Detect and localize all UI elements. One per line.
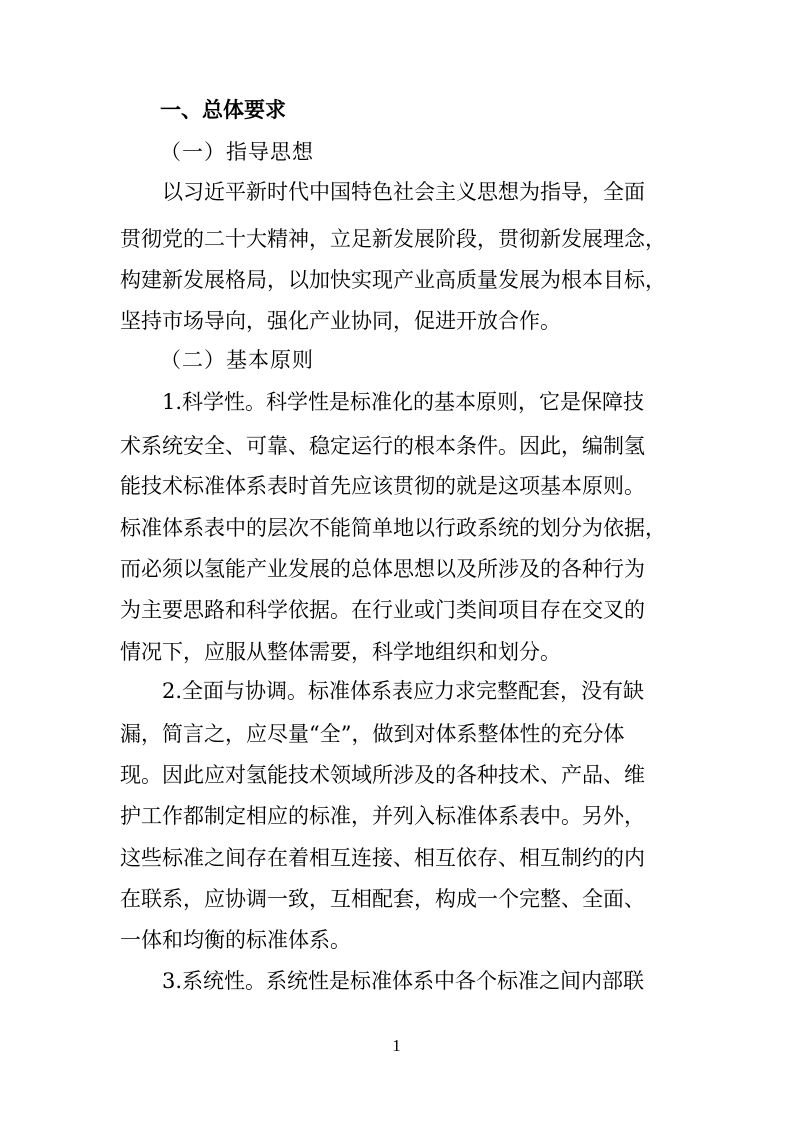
page-number: 1 (392, 1036, 401, 1055)
paragraph-line: 漏，简言之，应尽量“全”，做到对体系整体性的充分体 (120, 722, 625, 746)
paragraph-line: 一体和均衡的标准体系。 (120, 928, 351, 952)
paragraph-line: 坚持市场导向，强化产业协同，促进开放合作。 (120, 309, 561, 333)
section-heading: 一、总体要求 (160, 98, 286, 122)
paragraph-line: 3.系统性。系统性是标准体系中各个标准之间内部联 (162, 969, 645, 993)
paragraph-line: 贯彻党的二十大精神，立足新发展阶段，贯彻新发展理念， (120, 227, 666, 251)
paragraph-line: 为主要思路和科学依据。在行业或门类间项目存在交叉的 (120, 598, 645, 622)
paragraph-line: 1.科学性。科学性是标准化的基本原则，它是保障技 (162, 390, 645, 414)
paragraph-line: 护工作都制定相应的标准，并列入标准体系表中。另外， (120, 804, 645, 828)
subsection-title-basic-principles: （二）基本原则 (160, 348, 314, 372)
paragraph-line: 这些标准之间存在着相互连接、相互依存、相互制约的内 (120, 846, 645, 870)
subsection-title-guiding-ideology: （一）指导思想 (160, 140, 314, 164)
paragraph-line: 情况下，应服从整体需要，科学地组织和划分。 (120, 640, 561, 664)
paragraph-line: 现。因此应对氢能技术领域所涉及的各种技术、产品、维 (120, 763, 645, 787)
paragraph-line: 术系统安全、可靠、稳定运行的根本条件。因此，编制氢 (120, 434, 645, 458)
paragraph-line: 以习近平新时代中国特色社会主义思想为指导，全面 (162, 180, 645, 204)
paragraph-line: 2.全面与协调。标准体系表应力求完整配套，没有缺 (162, 679, 645, 703)
paragraph-line: 在联系，应协调一致，互相配套，构成一个完整、全面、 (120, 887, 645, 911)
paragraph-line: 构建新发展格局，以加快实现产业高质量发展为根本目标， (120, 268, 666, 292)
paragraph-line: 而必须以氢能产业发展的总体思想以及所涉及的各种行为 (120, 557, 645, 581)
paragraph-line: 能技术标准体系表时首先应该贯彻的就是这项基本原则。 (120, 474, 645, 498)
paragraph-line: 标准体系表中的层次不能简单地以行政系统的划分为依据， (120, 516, 666, 540)
